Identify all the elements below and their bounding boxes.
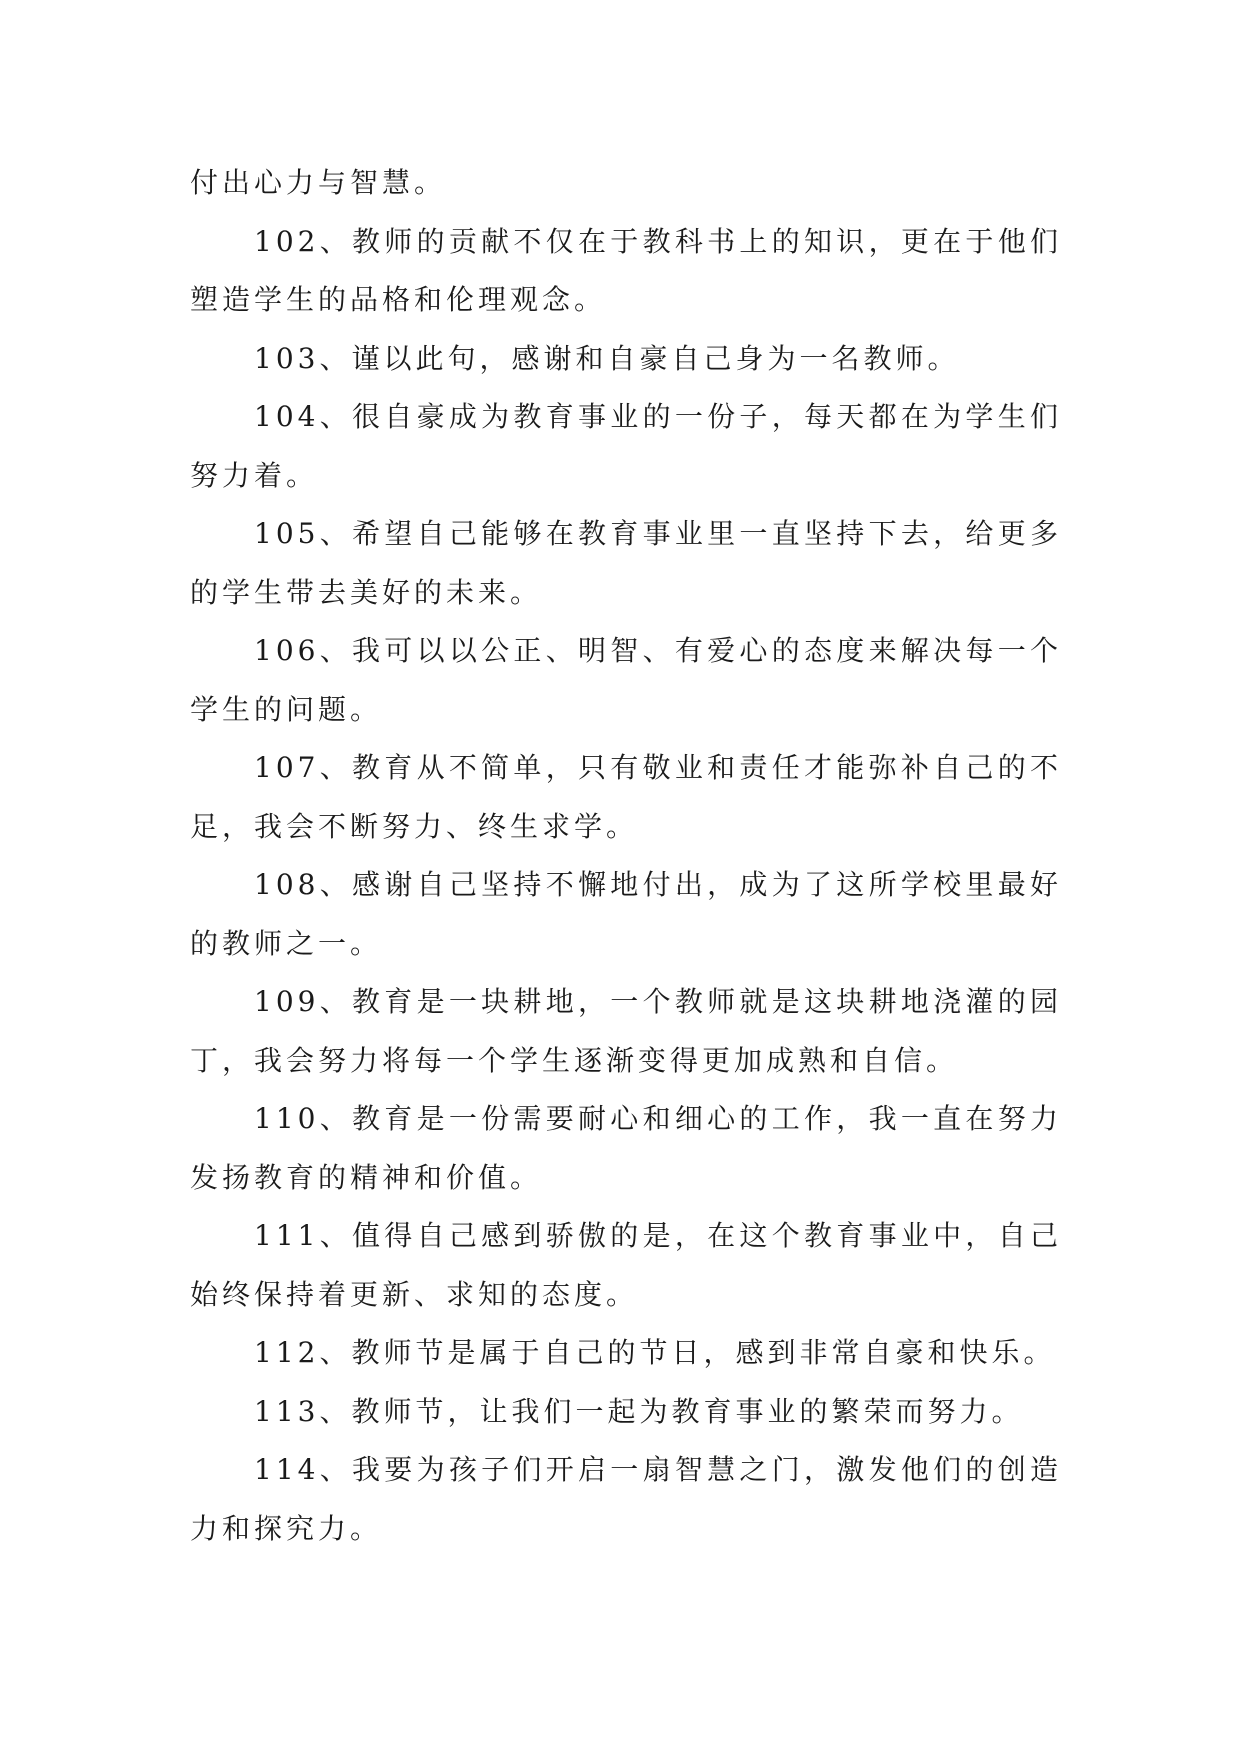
paragraph-110: 110、教育是一份需要耐心和细心的工作，我一直在努力发扬教育的精神和价值。 <box>190 1102 1062 1194</box>
paragraph-108: 108、感谢自己坚持不懈地付出，成为了这所学校里最好的教师之一。 <box>190 868 1062 960</box>
paragraph-106: 106、我可以以公正、明智、有爱心的态度来解决每一个学生的问题。 <box>190 634 1062 726</box>
paragraph-112: 112、教师节是属于自己的节日，感到非常自豪和快乐。 <box>254 1336 1056 1369</box>
paragraph-111: 111、值得自己感到骄傲的是，在这个教育事业中，自己始终保持着更新、求知的态度。 <box>190 1219 1062 1311</box>
paragraph-103: 103、谨以此句，感谢和自豪自己身为一名教师。 <box>254 341 960 375</box>
paragraph-102: 102、教师的贡献不仅在于教科书上的知识，更在于他们塑造学生的品格和伦理观念。 <box>190 224 1062 316</box>
paragraph-107: 107、教育从不简单，只有敬业和责任才能弥补自己的不足，我会不断努力、终生求学。 <box>190 751 1062 843</box>
paragraph-113: 113、教师节，让我们一起为教育事业的繁荣而努力。 <box>254 1394 1024 1428</box>
paragraph-105: 105、希望自己能够在教育事业里一直坚持下去，给更多的学生带去美好的未来。 <box>190 517 1062 609</box>
paragraph-continuation: 付出心力与智慧。 <box>190 166 447 199</box>
paragraph-104: 104、很自豪成为教育事业的一份子，每天都在为学生们努力着。 <box>190 400 1062 492</box>
paragraph-114: 114、我要为孩子们开启一扇智慧之门，激发他们的创造力和探究力。 <box>190 1453 1062 1545</box>
paragraph-109: 109、教育是一块耕地，一个教师就是这块耕地浇灌的园丁，我会努力将每一个学生逐渐变得更加成熟和自信。 <box>190 985 1062 1077</box>
document-body <box>190 154 1062 1558</box>
